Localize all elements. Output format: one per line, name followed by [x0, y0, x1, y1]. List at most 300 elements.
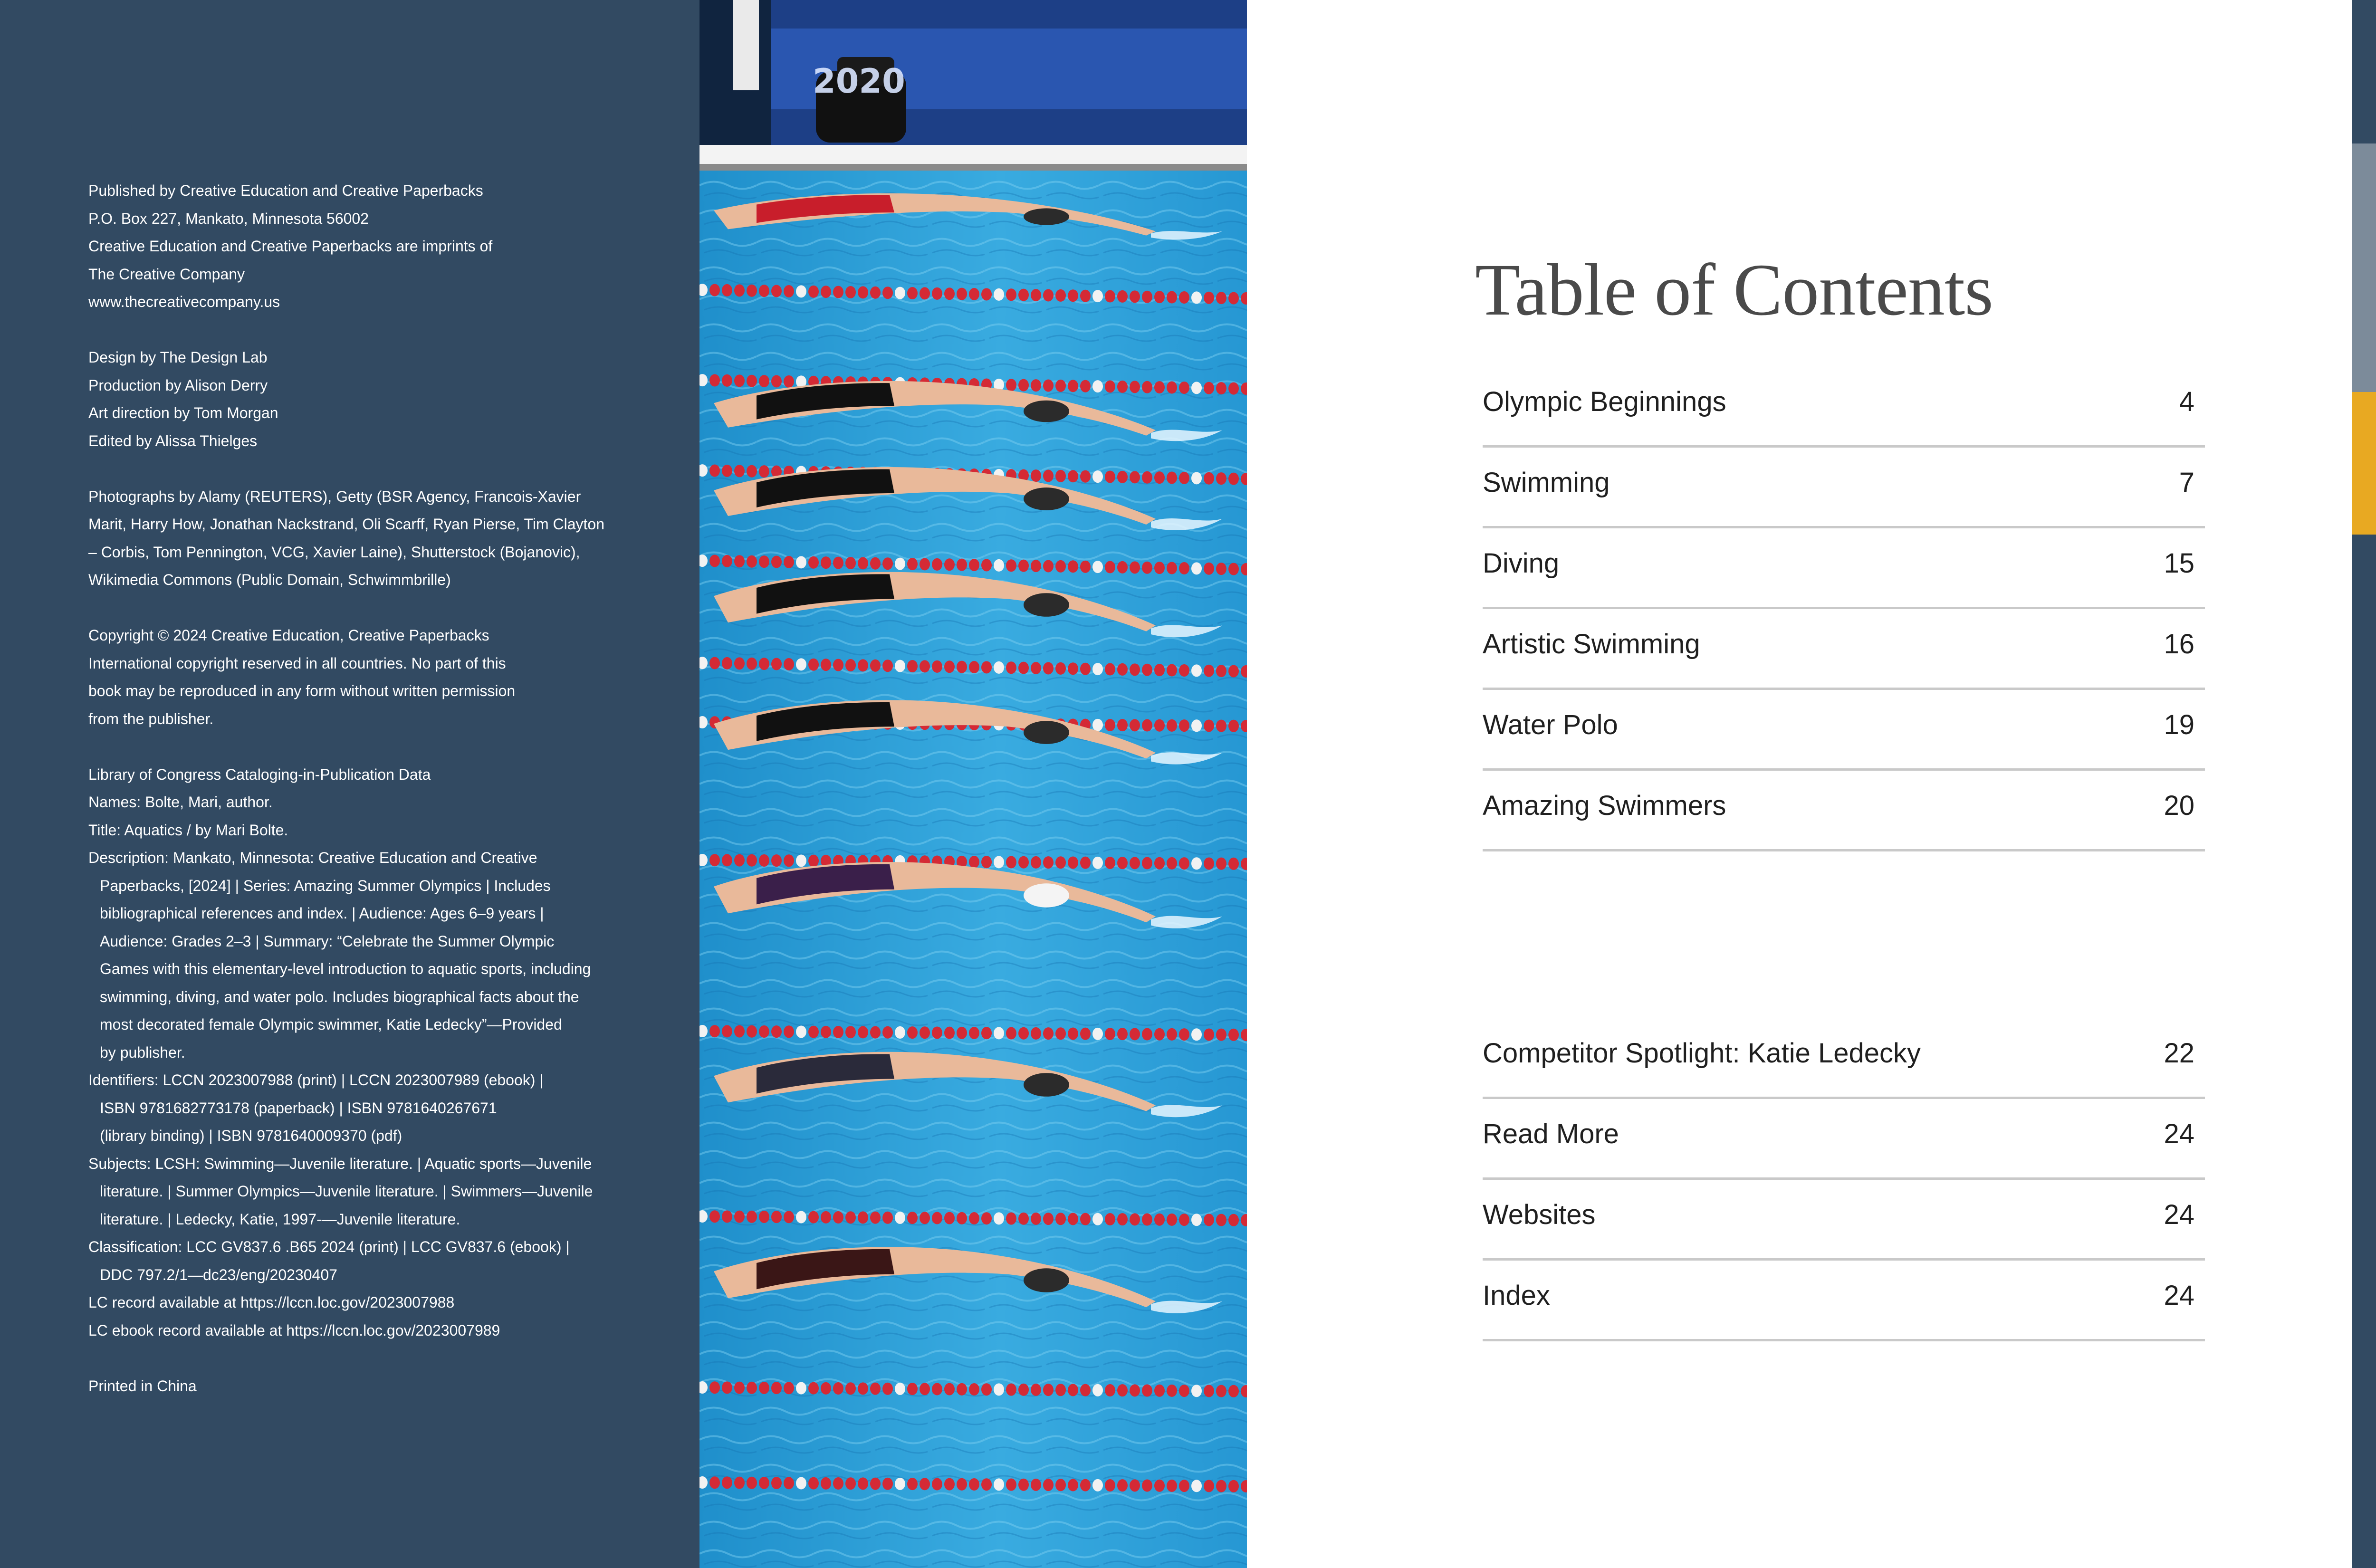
lane-float — [1216, 563, 1226, 575]
toc-entry[interactable] — [1483, 609, 2205, 690]
lane-float — [1216, 472, 1226, 485]
toc-entry-title: Water Polo — [1483, 709, 1618, 740]
lane-float — [895, 1026, 905, 1039]
imprint-line: Copyright © 2024 Creative Education, Creative Paperbacks — [88, 627, 489, 644]
lane-float — [981, 288, 992, 300]
lane-float — [722, 1381, 732, 1394]
lane-float — [1167, 1385, 1177, 1397]
lane-float — [1043, 1479, 1054, 1491]
lane-float — [1055, 470, 1066, 482]
lane-float — [932, 287, 942, 300]
lane-float — [1216, 382, 1226, 394]
lane-float — [1142, 857, 1152, 870]
lane-float — [1179, 1480, 1189, 1492]
lane-float — [833, 659, 843, 671]
lane-float — [1154, 1480, 1165, 1492]
lane-float — [1043, 560, 1054, 572]
lane-float — [870, 1212, 881, 1224]
lane-float — [771, 658, 782, 670]
lane-float — [1216, 1385, 1226, 1397]
lane-float — [1130, 1213, 1140, 1225]
lane-float — [1055, 1027, 1066, 1040]
lane-float — [1092, 380, 1103, 392]
lane-float — [1006, 1384, 1016, 1396]
imprint-line: most decorated female Olympic swimmer, Katie Ledecky”—Provided — [100, 1016, 562, 1033]
toc-entry-title: Swimming — [1483, 467, 1610, 498]
lane-float — [870, 1478, 881, 1490]
lane-float — [1191, 1385, 1202, 1397]
lane-float — [747, 1382, 757, 1394]
lane-float — [833, 1382, 843, 1395]
lane-float — [1117, 1479, 1128, 1492]
lane-float — [709, 854, 720, 866]
lane-float — [1092, 470, 1103, 483]
lane-float — [1105, 561, 1115, 574]
lane-float — [784, 285, 794, 297]
lane-float — [1142, 471, 1152, 484]
lane-float — [1080, 1479, 1091, 1492]
lane-float — [747, 1477, 757, 1489]
lane-float — [907, 287, 918, 299]
lane-float — [709, 1476, 720, 1489]
lane-float — [1216, 858, 1226, 870]
lane-float — [895, 1383, 905, 1395]
lane-float — [1216, 665, 1226, 677]
lane-float — [1204, 1480, 1214, 1492]
lane-float — [1006, 288, 1016, 301]
lane-float — [981, 661, 992, 673]
lane-float — [1105, 663, 1115, 676]
lane-float — [870, 557, 881, 570]
lane-float — [1167, 857, 1177, 870]
lane-float — [1167, 382, 1177, 394]
lane-float — [1204, 1214, 1214, 1226]
lane-float — [784, 854, 794, 867]
lane-float — [957, 1027, 967, 1039]
lane-float — [1167, 291, 1177, 304]
lane-float — [722, 465, 732, 477]
lane-float — [1167, 1480, 1177, 1492]
lane-float — [981, 1212, 992, 1224]
imprint-line: Printed in China — [88, 1377, 197, 1395]
lane-float — [1204, 472, 1214, 485]
lane-float — [833, 557, 843, 569]
olympic-banner-text: 2020 — [813, 62, 905, 101]
lane-float — [1117, 1384, 1128, 1396]
lane-float — [882, 557, 893, 570]
lane-float — [1031, 469, 1041, 482]
lane-float — [858, 557, 868, 569]
lane-float — [1228, 1385, 1239, 1397]
lane-float — [1228, 473, 1239, 485]
lane-float — [734, 465, 745, 477]
lane-float — [796, 556, 806, 568]
lane-float — [796, 658, 806, 670]
lane-float — [1179, 382, 1189, 394]
lane-float — [907, 558, 918, 570]
imprint-line: book may be reproduced in any form without written permission — [88, 682, 516, 699]
lane-float — [1228, 1214, 1239, 1226]
lane-float — [845, 1477, 856, 1490]
lane-float — [1105, 1213, 1115, 1225]
lane-float — [1105, 290, 1115, 303]
lane-float — [957, 1212, 967, 1224]
lane-float — [1179, 291, 1189, 304]
lane-float — [1105, 719, 1115, 731]
lane-float — [920, 1478, 930, 1490]
lane-float — [969, 1478, 979, 1491]
lane-float — [969, 856, 979, 868]
lane-float — [895, 558, 905, 570]
lane-float — [1142, 1214, 1152, 1226]
lane-float — [932, 558, 942, 571]
lane-float — [957, 559, 967, 571]
imprint-line: Wikimedia Commons (Public Domain, Schwimmbrille) — [88, 571, 451, 588]
lane-float — [1092, 857, 1103, 869]
lane-float — [981, 1478, 992, 1491]
lane-float — [1105, 1479, 1115, 1492]
lane-float — [981, 1027, 992, 1039]
lane-float — [1204, 382, 1214, 394]
lane-float — [932, 660, 942, 673]
lane-float — [1055, 1213, 1066, 1225]
lane-float — [709, 657, 720, 669]
lane-float — [833, 286, 843, 298]
lane-float — [1154, 1214, 1165, 1226]
lane-float — [1179, 719, 1189, 732]
lane-float — [994, 1027, 1004, 1039]
lane-float — [1068, 856, 1078, 869]
lane-float — [1204, 665, 1214, 677]
lane-float — [784, 1025, 794, 1038]
lane-float — [796, 1211, 806, 1223]
lane-float — [1191, 291, 1202, 304]
lane-float — [1018, 1213, 1029, 1225]
toc-entry-title: Diving — [1483, 548, 1560, 579]
lane-float — [808, 1026, 819, 1038]
lane-float — [969, 288, 979, 300]
imprint-line: P.O. Box 227, Mankato, Minnesota 56002 — [88, 210, 369, 227]
toc-title: Table of Contents — [1475, 249, 1993, 331]
swimmers-photo — [699, 0, 1247, 1568]
lane-float — [734, 657, 745, 669]
photo-credits-block — [88, 483, 649, 594]
toc-entry[interactable] — [1483, 771, 2205, 851]
lane-float — [709, 1025, 720, 1037]
lane-float — [870, 287, 881, 299]
lane-float — [845, 1211, 856, 1224]
lane-float — [1228, 665, 1239, 678]
lane-float — [895, 1478, 905, 1490]
lane-float — [759, 854, 769, 867]
lane-float — [759, 1211, 769, 1223]
imprint-line: ISBN 9781682773178 (paperback) | ISBN 9781640267671 — [100, 1099, 497, 1117]
lane-float — [722, 1025, 732, 1037]
lane-float — [845, 557, 856, 569]
lane-float — [1080, 857, 1091, 869]
lane-float — [1006, 1479, 1016, 1491]
lane-float — [808, 659, 819, 671]
imprint-line: LC ebook record available at https://lccn.loc.gov/2023007989 — [88, 1321, 500, 1339]
lane-float — [1068, 1479, 1078, 1491]
lane-float — [709, 374, 720, 387]
toc-chapters — [1483, 367, 2205, 851]
lane-float — [920, 558, 930, 570]
lane-float — [1080, 380, 1091, 392]
lane-float — [784, 556, 794, 568]
lane-float — [1167, 562, 1177, 574]
lane-float — [957, 1478, 967, 1491]
lane-float — [1142, 1028, 1152, 1041]
lane-float — [1055, 560, 1066, 573]
toc-entry[interactable] — [1483, 1180, 2205, 1261]
lane-float — [1006, 856, 1016, 869]
lane-float — [1006, 379, 1016, 391]
toc-entry[interactable] — [1483, 1099, 2205, 1180]
lane-float — [821, 1382, 831, 1395]
lane-float — [1130, 1479, 1140, 1492]
lane-float — [1204, 1028, 1214, 1041]
toc-entry[interactable] — [1483, 690, 2205, 771]
imprint-line: International copyright reserved in all countries. No part of this — [88, 654, 506, 672]
toc-entry[interactable] — [1483, 1018, 2205, 1099]
lane-float — [1018, 289, 1029, 301]
lane-float — [1031, 1479, 1041, 1491]
swimmer-tab — [2352, 392, 2376, 535]
lane-float — [1204, 292, 1214, 304]
lane-float — [957, 1383, 967, 1396]
lane-float — [1080, 1028, 1091, 1040]
lane-float — [981, 856, 992, 868]
lane-float — [821, 556, 831, 569]
lane-float — [796, 1382, 806, 1394]
lane-float — [808, 1382, 819, 1395]
lane-float — [994, 1212, 1004, 1224]
lane-float — [1117, 471, 1128, 483]
lane-float — [771, 1477, 782, 1489]
lane-float — [845, 1026, 856, 1038]
lane-float — [1018, 560, 1029, 572]
lane-float — [1043, 1213, 1054, 1225]
lane-float — [1055, 856, 1066, 869]
lane-float — [784, 1477, 794, 1489]
credits-block — [88, 344, 649, 455]
toc-entry-title: Olympic Beginnings — [1483, 386, 1726, 417]
toc-entry-title: Index — [1483, 1280, 1550, 1311]
lane-float — [1191, 1028, 1202, 1041]
lane-float — [759, 1477, 769, 1489]
lane-float — [796, 1025, 806, 1038]
toc-entry[interactable] — [1483, 448, 2205, 528]
lane-float — [747, 285, 757, 297]
lane-float — [1142, 1480, 1152, 1492]
lane-float — [1092, 1213, 1103, 1225]
imprint-line: LC record available at https://lccn.loc.gov/2023007988 — [88, 1294, 455, 1311]
lane-float — [759, 285, 769, 297]
lane-float — [771, 1025, 782, 1038]
lane-float — [1142, 381, 1152, 393]
page-number — [2352, 56, 2376, 82]
lane-float — [1204, 563, 1214, 575]
imprint-line: literature. | Ledecky, Katie, 1997-—Juvenile literature. — [100, 1210, 460, 1228]
lane-float — [994, 1383, 1004, 1396]
toc-entry-page: 20 — [2164, 790, 2194, 821]
lane-float — [1142, 664, 1152, 676]
imprint-line: Title: Aquatics / by Mari Bolte. — [88, 821, 288, 839]
imprint-line: literature. | Summer Olympics—Juvenile literature. | Swimmers—Juvenile — [100, 1183, 593, 1200]
lane-float — [808, 556, 819, 569]
lane-float — [944, 1478, 955, 1491]
lane-float — [907, 1212, 918, 1224]
lane-float — [1154, 1028, 1165, 1041]
lane-float — [709, 1210, 720, 1223]
lane-float — [1130, 381, 1140, 393]
lane-float — [944, 1383, 955, 1396]
lane-float — [747, 1025, 757, 1038]
lane-float — [709, 465, 720, 477]
lane-float — [1228, 1480, 1239, 1492]
lane-float — [1179, 1028, 1189, 1041]
lane-float — [784, 658, 794, 670]
lane-float — [1055, 289, 1066, 302]
lane-float — [833, 1477, 843, 1490]
lane-float — [907, 1478, 918, 1490]
lane-float — [1117, 290, 1128, 303]
lane-float — [1191, 1214, 1202, 1226]
toc-entry[interactable] — [1483, 528, 2205, 609]
lane-float — [845, 286, 856, 298]
lane-float — [1179, 1385, 1189, 1397]
lane-float — [734, 1382, 745, 1394]
lane-float — [895, 660, 905, 672]
lane-float — [1043, 289, 1054, 301]
lane-float — [734, 555, 745, 567]
imprint-line: Edited by Alissa Thielges — [88, 432, 258, 449]
lane-float — [709, 1381, 720, 1394]
lane-float — [833, 1026, 843, 1038]
lane-float — [1105, 471, 1115, 483]
lane-float — [784, 1211, 794, 1223]
lane-float — [895, 1212, 905, 1224]
imprint-line: Audience: Grades 2–3 | Summary: “Celebrate the Summer Olympic — [100, 932, 555, 950]
lane-float — [1068, 560, 1078, 573]
lane-float — [1228, 563, 1239, 575]
lane-float — [747, 1211, 757, 1223]
lane-float — [747, 658, 757, 670]
lane-float — [1142, 719, 1152, 732]
lane-float — [1068, 470, 1078, 482]
lane-float — [1031, 1027, 1041, 1040]
lane-float — [1105, 1028, 1115, 1040]
lane-float — [1080, 290, 1091, 302]
lane-float — [1191, 562, 1202, 574]
lane-float — [1179, 664, 1189, 677]
lane-float — [882, 1478, 893, 1490]
lane-float — [1117, 561, 1128, 574]
lane-float — [771, 375, 782, 388]
lane-float — [1018, 1027, 1029, 1040]
lane-float — [771, 854, 782, 867]
lane-float — [1117, 1213, 1128, 1225]
toc-entry[interactable] — [1483, 367, 2205, 448]
lane-float — [1154, 562, 1165, 574]
lane-float — [759, 555, 769, 568]
lane-float — [845, 659, 856, 671]
lane-float — [858, 1477, 868, 1490]
lane-float — [1092, 1384, 1103, 1396]
lane-float — [944, 558, 955, 571]
lane-float — [734, 1477, 745, 1489]
lane-float — [944, 287, 955, 300]
lane-float — [747, 465, 757, 478]
lane-float — [1092, 1028, 1103, 1040]
lane-float — [1191, 719, 1202, 732]
lane-float — [1080, 470, 1091, 483]
lane-float — [1130, 561, 1140, 574]
imprint-line: from the publisher. — [88, 710, 214, 727]
imprint-text — [88, 177, 649, 1428]
lane-float — [1006, 559, 1016, 572]
lane-float — [821, 659, 831, 671]
lane-float — [1092, 663, 1103, 675]
lane-float — [1167, 1028, 1177, 1041]
cip-block — [88, 761, 649, 1345]
lane-float — [1068, 1384, 1078, 1396]
lane-float — [858, 1211, 868, 1224]
printed-block — [88, 1372, 649, 1400]
toc-entry-page: 22 — [2164, 1038, 2194, 1069]
lane-float — [932, 1026, 942, 1039]
lane-float — [1117, 1028, 1128, 1040]
lane-float — [808, 1477, 819, 1490]
lane-float — [1216, 1029, 1226, 1041]
lane-float — [1154, 719, 1165, 732]
imprint-line: www.thecreativecompany.us — [88, 293, 280, 310]
imprint-line: The Creative Company — [88, 265, 245, 283]
lane-float — [969, 661, 979, 673]
lane-float — [994, 856, 1004, 868]
lane-float — [1179, 857, 1189, 870]
lane-float — [1092, 719, 1103, 731]
lane-float — [1130, 290, 1140, 303]
lane-float — [870, 1026, 881, 1039]
lane-float — [1018, 856, 1029, 869]
lane-float — [1228, 382, 1239, 395]
lane-float — [1130, 1028, 1140, 1040]
toc-back-matter — [1483, 1018, 2205, 1341]
lane-float — [1117, 857, 1128, 869]
toc-entry[interactable] — [1483, 1261, 2205, 1341]
lane-float — [784, 1382, 794, 1394]
lane-float — [1080, 561, 1091, 573]
lane-float — [1167, 664, 1177, 677]
lane-float — [808, 855, 819, 867]
imprint-line: Library of Congress Cataloging-in-Publication Data — [88, 765, 431, 783]
lane-float — [1228, 292, 1239, 305]
lane-float — [796, 854, 806, 867]
lane-float — [1130, 1384, 1140, 1396]
lane-float — [1055, 1384, 1066, 1396]
lane-float — [747, 555, 757, 568]
lane-float — [1179, 1214, 1189, 1226]
lane-float — [994, 288, 1004, 301]
lane-float — [1191, 857, 1202, 870]
imprint-line: by publisher. — [100, 1043, 185, 1061]
lane-float — [1043, 379, 1054, 392]
section-tab — [2352, 143, 2376, 392]
lane-float — [1130, 857, 1140, 869]
lane-float — [981, 1383, 992, 1396]
